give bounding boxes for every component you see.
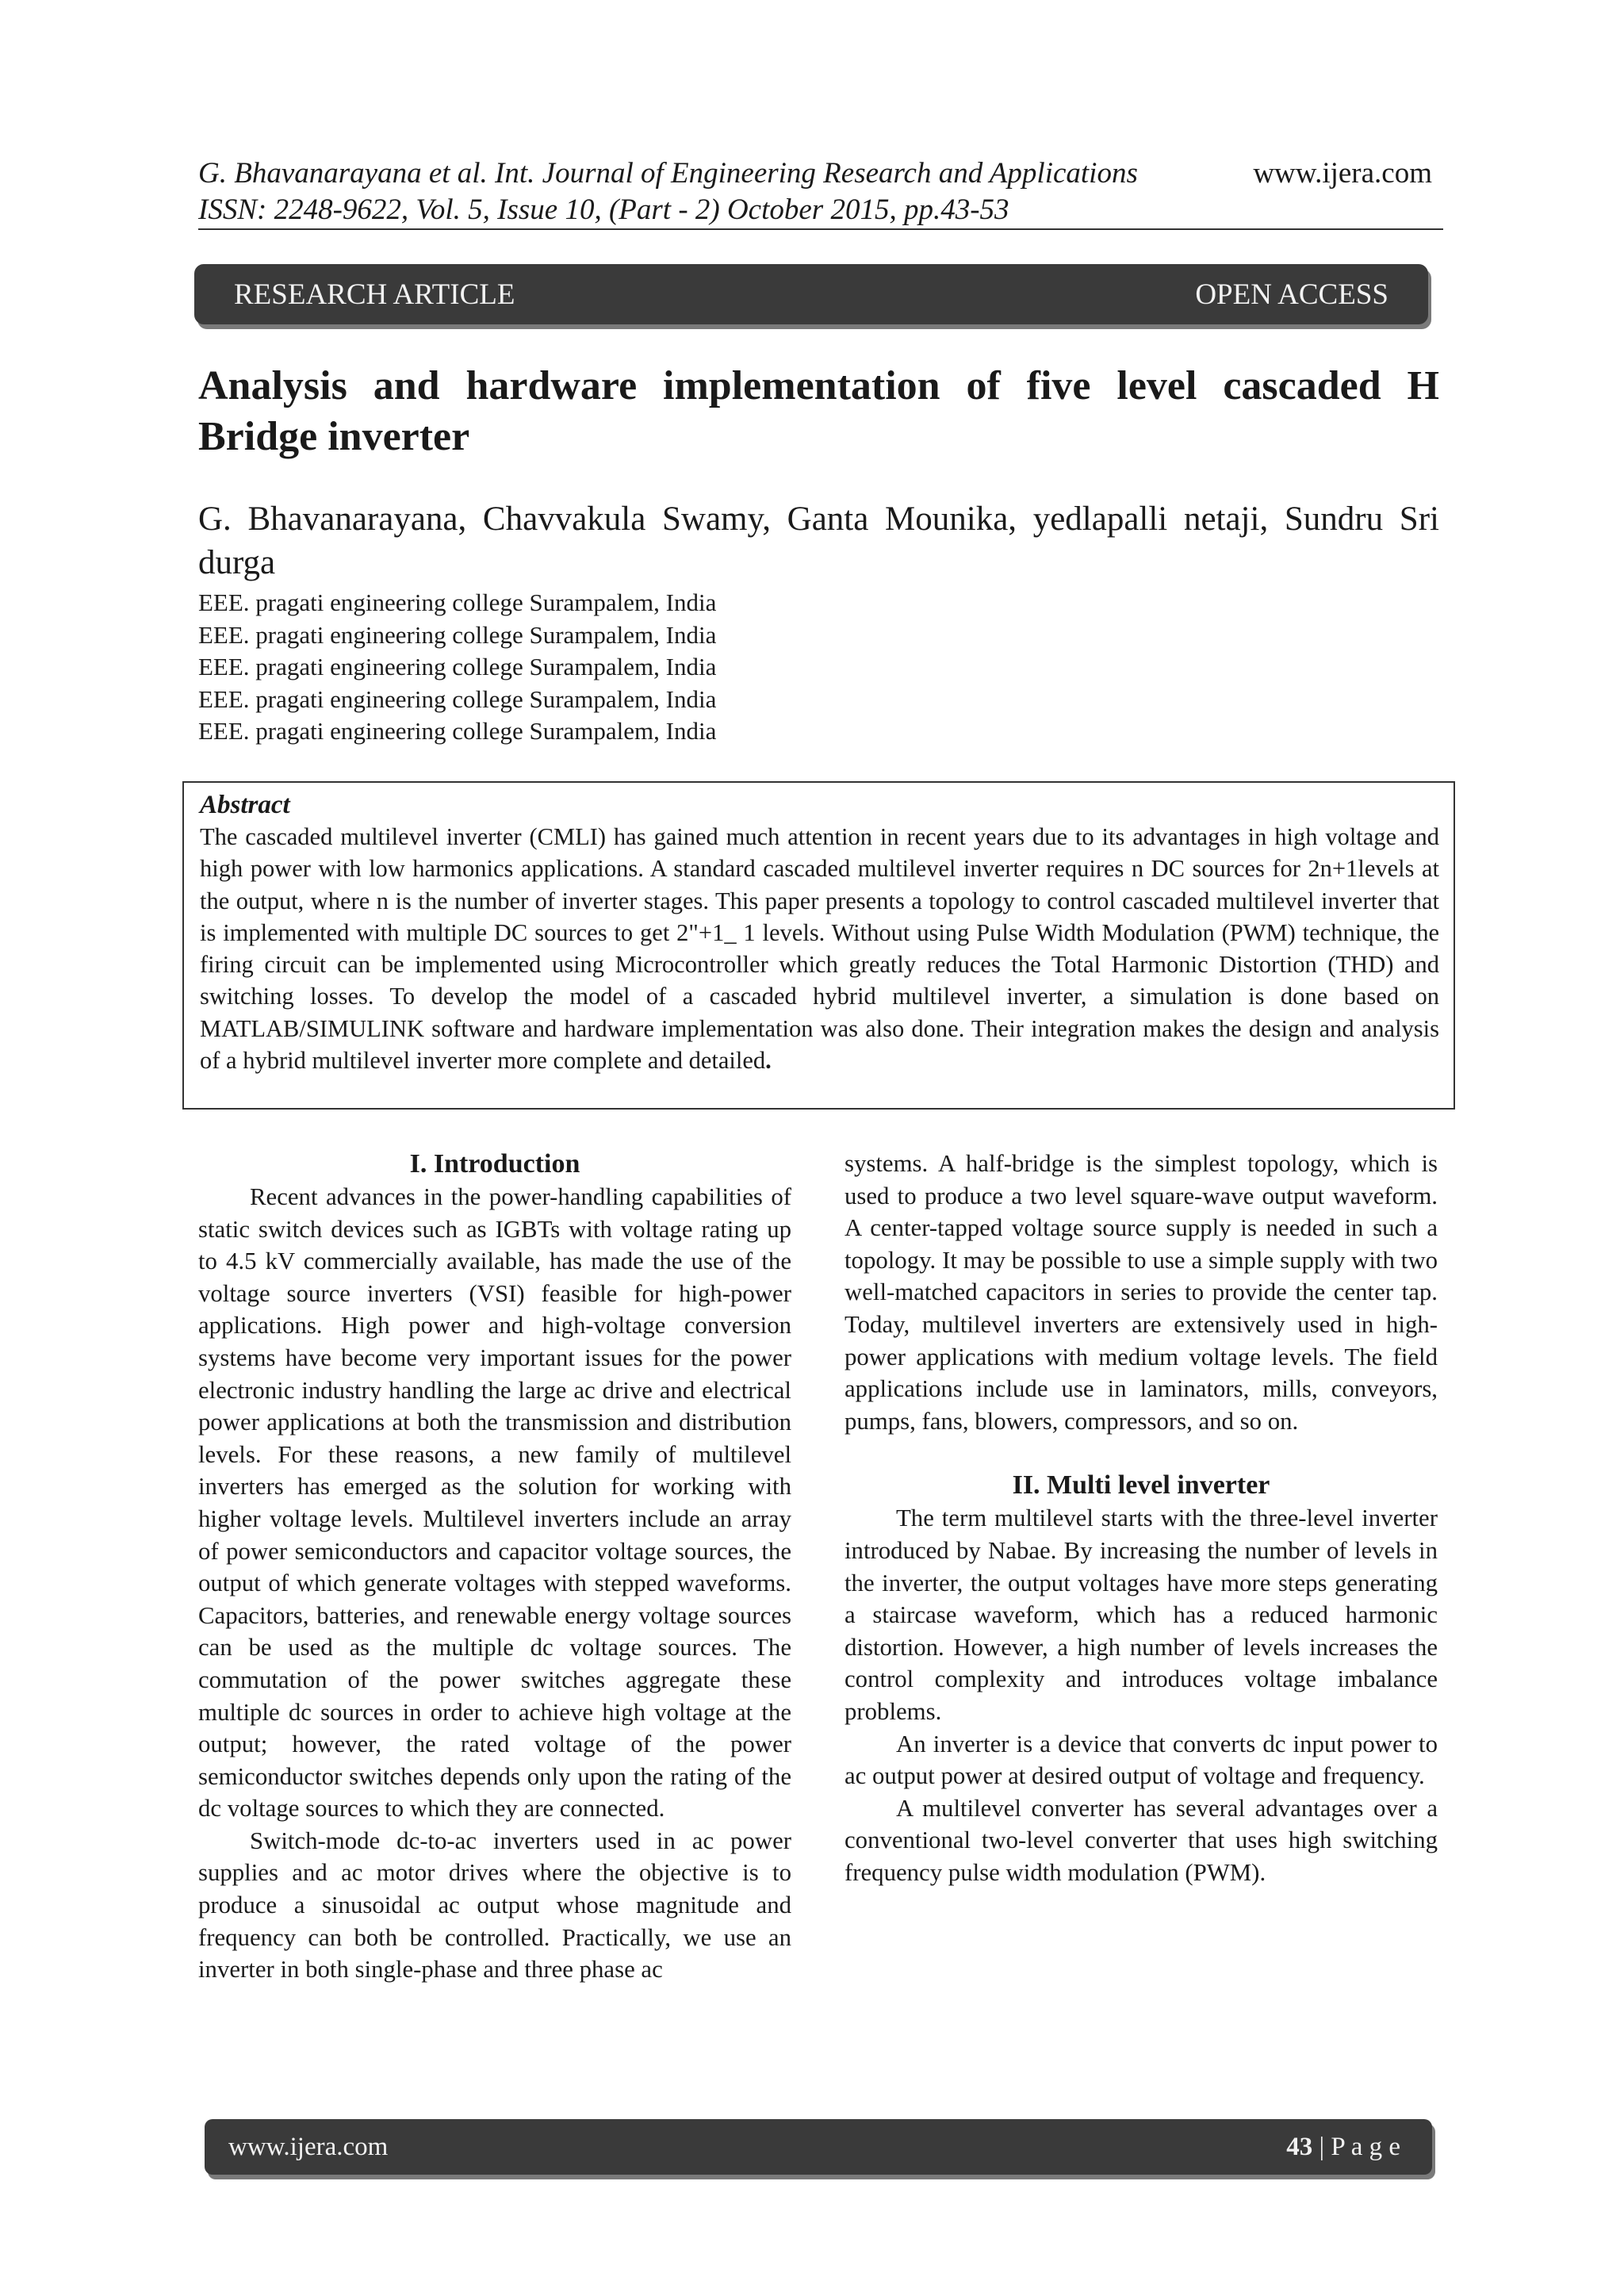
intro-paragraph-2-continued: systems. A half-bridge is the simplest topology, which is used to produce a two level square-wave output waveform. A center-tapped voltage source supply is needed in such a topology. It may be possible to use a simple supply with two well-matched capacitors in series to provide the center tap. Today, multilevel inverters are extensively used in high-power applications with medium voltage levels. The field applications include use in laminators, mills, conveyors, pumps, fans, blowers, compressors, and so on.	[845, 1150, 1438, 1435]
intro-paragraph-1: Recent advances in the power-handling capabilities of static switch devices such as IGBTs with voltage rating up to 4.5 kV commercially available, has made the use of the voltage source inverters (VSI) feasible for high-power applications. High power and high-voltage conversion systems have become very important issues for the power electronic industry handling the large ac drive and electrical power applications at both the transmission and distribution levels. For these reasons, a new family of multilevel inverters has emerged as the solution for working with higher voltage levels. Multilevel inverters include an array of power semiconductors and capacitor voltage sources, the output of which generate voltages with stepped waveforms. Capacitors, batteries, and renewable energy voltage sources can be used as the multiple dc voltage sources. The commutation of the power switches aggregate these multiple dc sources in order to achieve high voltage at the output; however, the rated voltage of the power semiconductor switches depends only upon the rating of the dc voltage sources to which they are connected.	[198, 1183, 791, 1823]
abstract-period: .	[765, 1047, 772, 1075]
affiliation: EEE. pragati engineering college Surampalem, India	[198, 717, 717, 745]
affiliation: EEE. pragati engineering college Surampalem, India	[198, 620, 717, 649]
author-list: G. Bhavanarayana, Chavvakula Swamy, Ganta Mounika, yedlapalli netaji, Sundru Sri durga	[198, 500, 1439, 581]
introduction-heading: I. Introduction	[409, 1149, 580, 1179]
multilevel-heading: II. Multi level inverter	[1012, 1470, 1270, 1501]
abstract-heading: Abstract	[200, 791, 290, 819]
multilevel-paragraph-3: A multilevel converter has several advantages over a conventional two-level converter that uses high switching frequency pulse width modulation (PWM).	[845, 1794, 1438, 1886]
page-number: 43	[1286, 2132, 1313, 2161]
paper-title: Analysis and hardware implementation of five level cascaded H Bridge inverter	[198, 363, 1439, 459]
abstract-text: The cascaded multilevel inverter (CMLI) has gained much attention in recent years due to its advantages in high voltage and high power with low harmonics applications. A standard cascaded multilevel inverter requires n DC sources for 2n+1levels at the output, where n is the number of inverter stages. This paper presents a topology to control cascaded multilevel inverter that is implemented with multiple DC sources to get 2"+1_ 1 levels. Without using Pulse Width Modulation (PWM) technique, the firing circuit can be implemented using Microcontroller which greatly reduces the Total Harmonic Distortion (THD) and switching losses. To develop the model of a cascaded hybrid multilevel inverter, a simulation is done based on MATLAB/SIMULINK software and hardware implementation was also done. Their integration makes the design and analysis of a hybrid multilevel inverter more complete and detailed	[200, 823, 1439, 1075]
affiliation: EEE. pragati engineering college Surampalem, India	[198, 653, 717, 680]
journal-website[interactable]: www.ijera.com	[1253, 157, 1432, 190]
affiliation-list	[198, 587, 1150, 748]
article-type-banner	[194, 264, 1428, 324]
open-access-label: OPEN ACCESS	[1195, 278, 1388, 311]
multilevel-paragraph-2: An inverter is a device that converts dc input power to ac output power at desired output of voltage and frequency.	[845, 1730, 1438, 1790]
right-column	[845, 1148, 1438, 1888]
multilevel-paragraph-1: The term multilevel starts with the three-level inverter introduced by Nabae. By increasing the number of levels in the inverter, the output voltages have more steps generating a staircase waveform, which has a reduced harmonic distortion. However, a high number of levels increases the control complexity and introduces voltage imbalance problems.	[845, 1504, 1438, 1725]
footer-website[interactable]: www.ijera.com	[228, 2132, 389, 2161]
affiliation: EEE. pragati engineering college Surampalem, India	[198, 588, 717, 616]
intro-paragraph-2: Switch-mode dc-to-ac inverters used in ac power supplies and ac motor drives where the objective is to produce a sinusoidal ac output whose magnitude and frequency can both be controlled. Practically, we use an inverter in both single-phase and three phase ac	[198, 1826, 791, 1984]
left-column	[198, 1148, 791, 1986]
section-spacer	[845, 1437, 1438, 1469]
page-footer	[205, 2119, 1432, 2175]
page-label: | P a g e	[1312, 2132, 1400, 2161]
affiliation: EEE. pragati engineering college Surampalem, India	[198, 684, 717, 713]
issn-line: ISSN: 2248-9622, Vol. 5, Issue 10, (Part - 2) October 2015, pp.43-53	[198, 194, 1009, 226]
page-indicator	[1286, 2133, 1400, 2162]
journal-citation: G. Bhavanarayana et al. Int. Journal of Engineering Research and Applications	[198, 157, 1138, 190]
running-header	[198, 155, 1435, 228]
research-article-label: RESEARCH ARTICLE	[234, 278, 515, 311]
abstract-body	[200, 821, 1439, 1076]
abstract-box	[182, 781, 1455, 1110]
header-divider	[198, 228, 1443, 230]
